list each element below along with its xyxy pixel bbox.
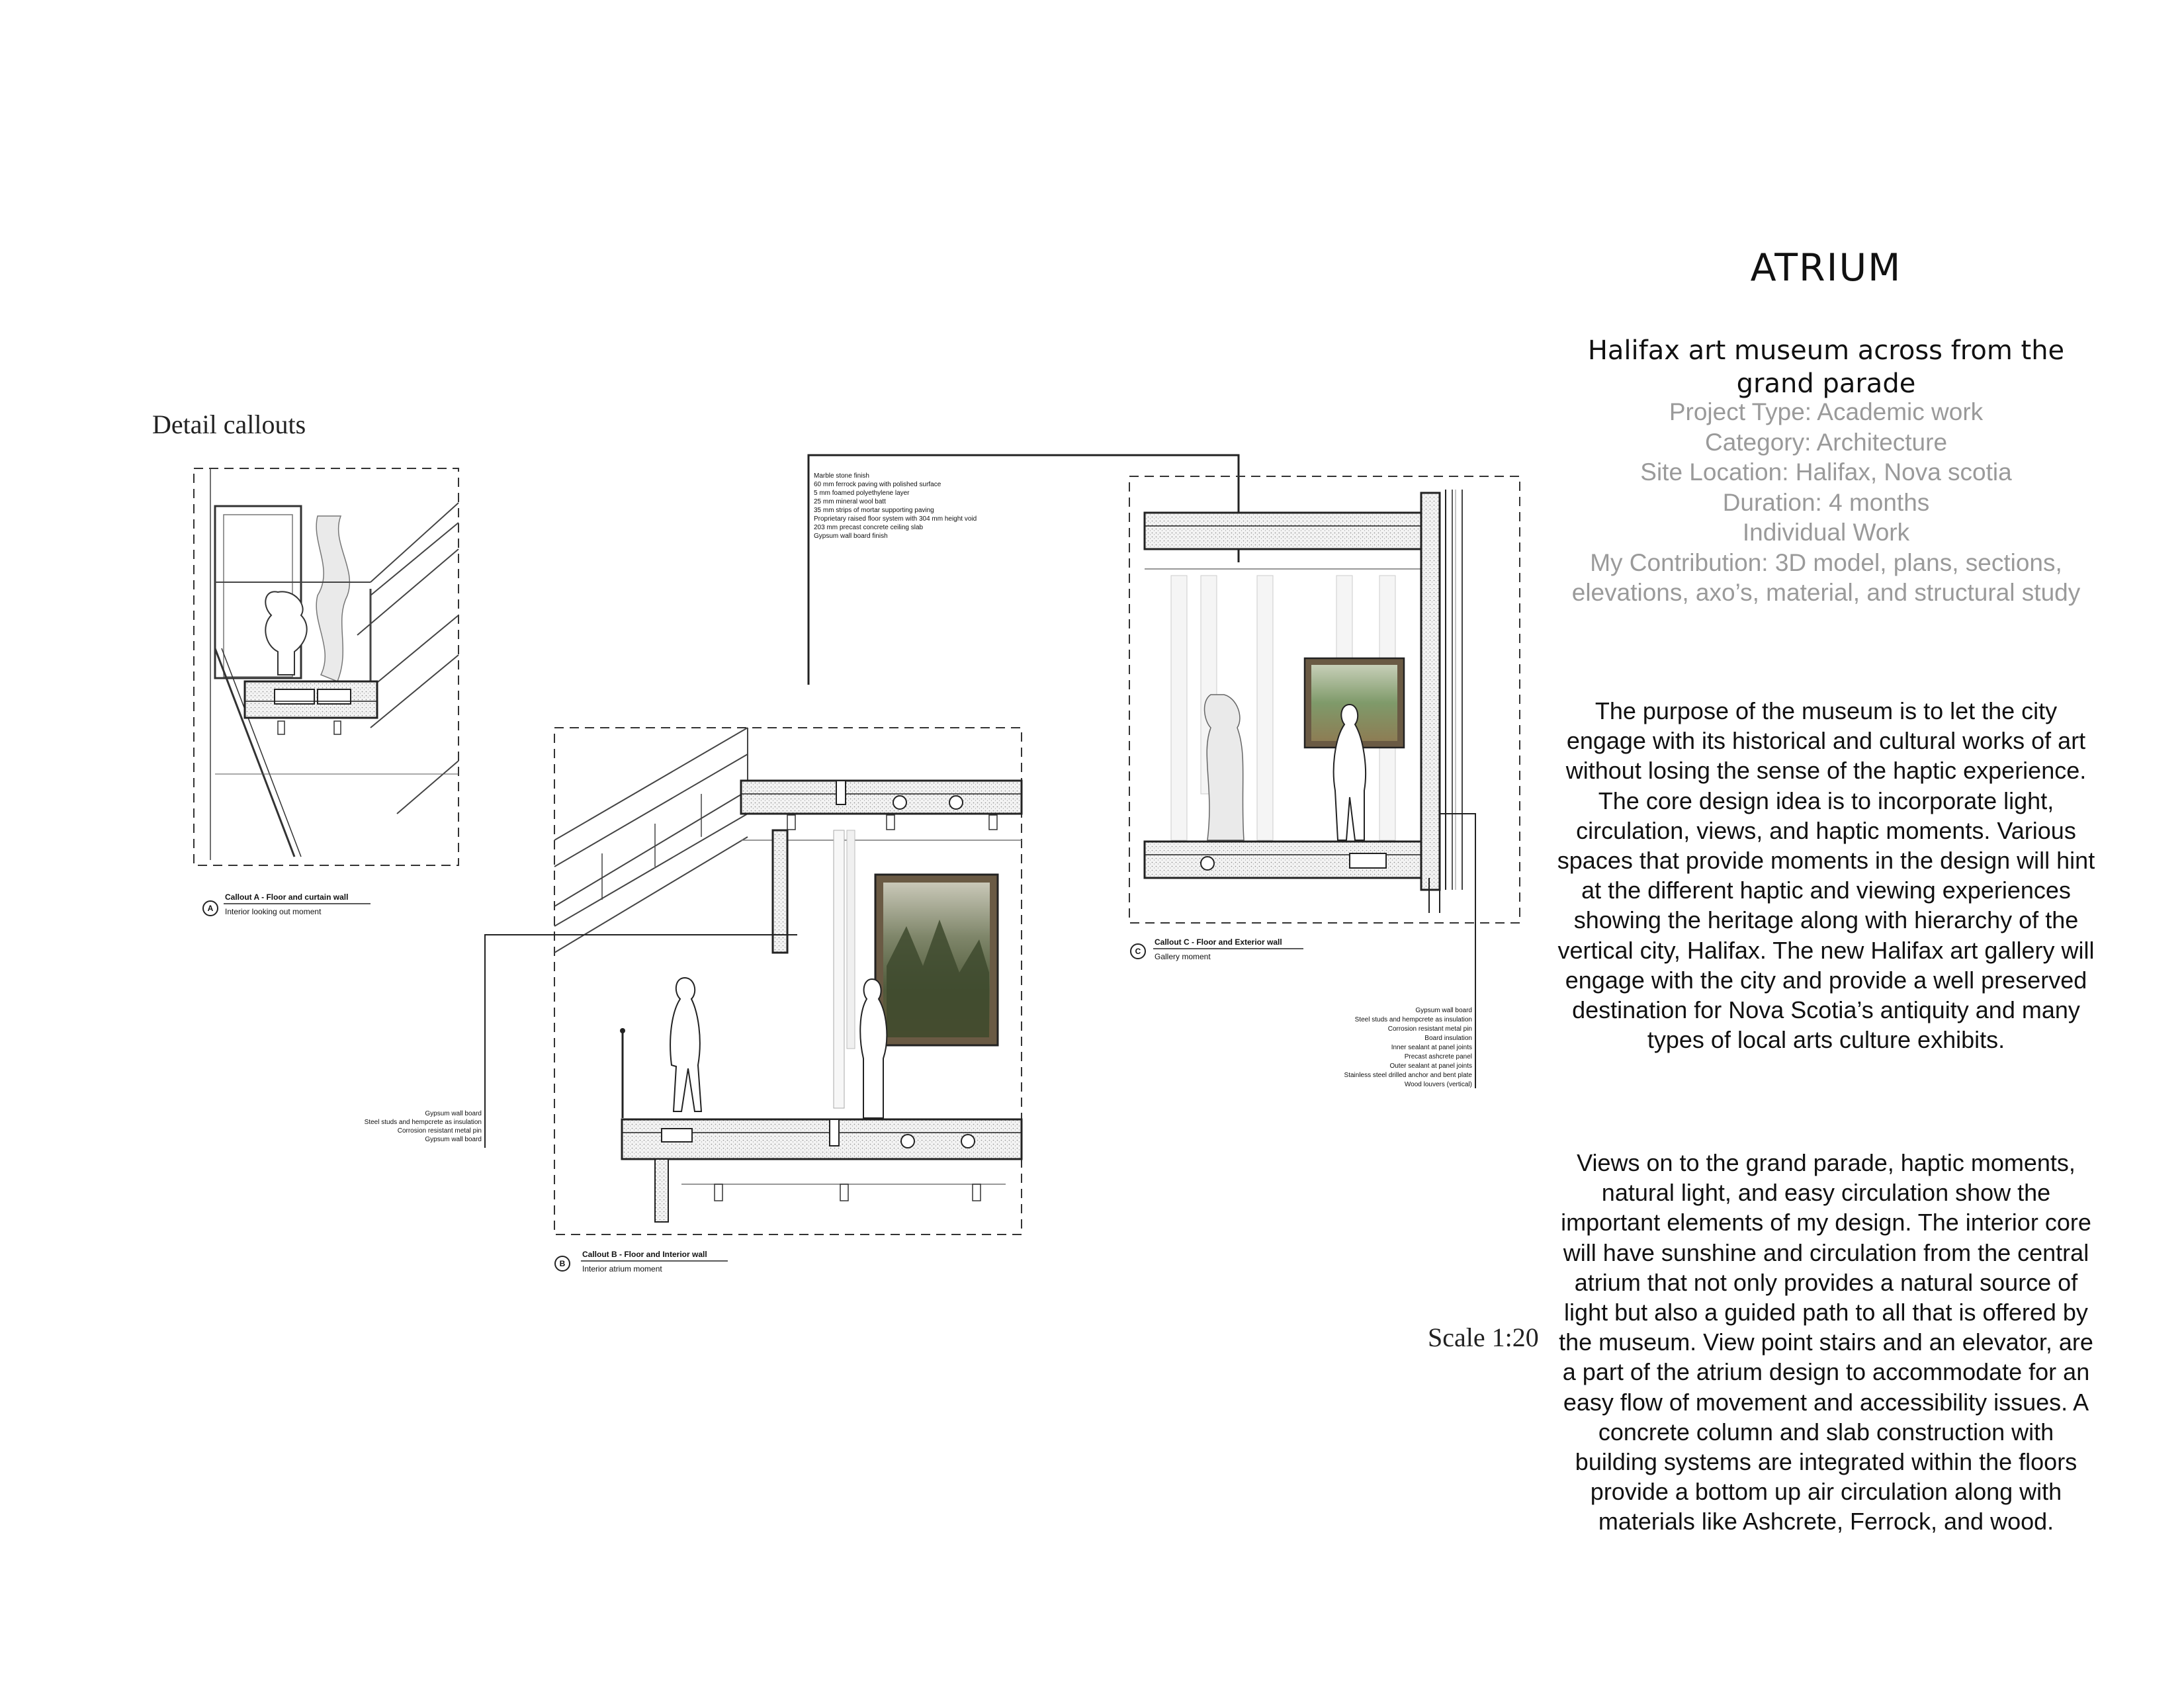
callout-c-subtitle: Gallery moment — [1155, 952, 1211, 961]
interior-wall-note: Steel studs and hempcrete as insulation — [364, 1119, 482, 1126]
scale-label: Scale 1:20 — [1428, 1322, 1539, 1352]
exterior-wall-notes — [1344, 1007, 1473, 1088]
callout-a-letter: A — [207, 904, 214, 913]
exterior-wall-note: Corrosion resistant metal pin — [1387, 1025, 1472, 1033]
callout-c-title: Callout C - Floor and Exterior wall — [1155, 937, 1282, 947]
interior-wall-note: Gypsum wall board — [425, 1110, 482, 1117]
project-duration: Duration: 4 months — [1722, 488, 1930, 516]
callout-c-detail — [1129, 476, 1520, 1088]
project-team: Individual Work — [1742, 519, 1910, 546]
exterior-wall-note: Inner sealant at panel joints — [1391, 1044, 1472, 1051]
floor-assembly-notes — [814, 472, 977, 540]
page-subtitle: Halifax art museum across from the grand parade — [1587, 335, 2065, 399]
interior-wall-note: Gypsum wall board — [425, 1136, 482, 1143]
callout-b-letter: B — [559, 1259, 566, 1268]
page-title: ATRIUM — [1750, 246, 1902, 290]
project-category: Category: Architecture — [1704, 428, 1948, 456]
exterior-wall-note: Outer sealant at panel joints — [1389, 1062, 1472, 1070]
callout-c-letter: C — [1135, 947, 1141, 956]
project-site-location: Site Location: Halifax, Nova scotia — [1640, 458, 2012, 486]
callout-b-subtitle: Interior atrium moment — [582, 1264, 662, 1274]
floor-note: Gypsum wall board finish — [814, 533, 888, 540]
callout-a-subtitle: Interior looking out moment — [225, 907, 322, 916]
project-meta — [1542, 397, 2111, 608]
floor-note: 203 mm precast concrete ceiling slab — [814, 524, 924, 531]
floor-note: 60 mm ferrock paving with polished surface — [814, 481, 941, 488]
callout-a-detail — [194, 468, 459, 916]
description-paragraph-2: Views on to the grand parade, haptic moments, natural light, and easy circulation show the important elements of my design. The interior core will have sunshine and circulation from the central atrium that not only provides a natural source of light but also a guided path to all that is offered by the museum. View point stairs and an elevator, are a part of the atrium design to accommodate for an easy flow of movement and accessibility issues. A concrete column and slab construction with building systems are integrated within the floors provide a bottom up air circulation along with materials like Ashcrete, Ferrock, and wood. — [1559, 1149, 2093, 1536]
exterior-wall-note: Stainless steel drilled anchor and bent plate — [1344, 1072, 1472, 1079]
floor-note: 5 mm foamed polyethylene layer — [814, 490, 910, 497]
callout-b-detail — [485, 455, 1239, 1274]
exterior-wall-note: Precast ashcrete panel — [1404, 1053, 1472, 1060]
interior-wall-note: Corrosion resistant metal pin — [397, 1127, 482, 1135]
project-contribution: My Contribution: 3D model, plans, sections, elevations, axo’s, material, and structural study — [1571, 548, 2081, 606]
exterior-wall-note: Gypsum wall board — [1415, 1007, 1472, 1014]
floor-note: Marble stone finish — [814, 472, 869, 480]
interior-wall-notes — [365, 1110, 482, 1143]
callout-a-title: Callout A - Floor and curtain wall — [225, 892, 349, 902]
detail-callouts-heading: Detail callouts — [152, 410, 306, 439]
description-paragraph-1: The purpose of the museum is to let the city engage with its historical and cultural works of art without losing the sense of the haptic experience. The core design idea is to incorporate light, circulation, views, and haptic moments. Various spaces that provide moments in the design will hint at the different haptic and viewing experiences showing the heritage along with hierarchy of the vertical city, Halifax. The new Halifax art gallery will engage with the city and provide a well preserved destination for Nova Scotia’s antiquity and many types of local arts culture exhibits. — [1557, 697, 2095, 1054]
exterior-wall-note: Board insulation — [1424, 1035, 1472, 1042]
callout-b-title: Callout B - Floor and Interior wall — [582, 1250, 707, 1259]
exterior-wall-note: Wood louvers (vertical) — [1404, 1081, 1472, 1088]
floor-note: Proprietary raised floor system with 304 mm height void — [814, 515, 977, 523]
floor-note: 35 mm strips of mortar supporting paving — [814, 507, 934, 514]
project-type: Project Type: Academic work — [1669, 398, 1984, 425]
floor-note: 25 mm mineral wool batt — [814, 498, 886, 505]
exterior-wall-note: Steel studs and hempcrete as insulation — [1354, 1016, 1472, 1023]
